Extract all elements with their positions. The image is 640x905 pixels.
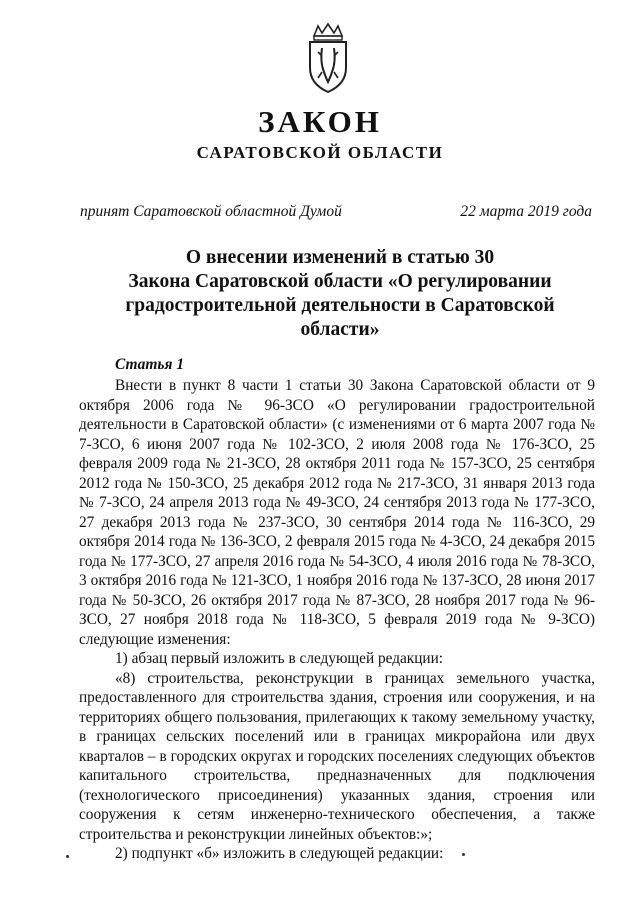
- article-label: Статья 1: [115, 356, 185, 373]
- scan-speck: [462, 853, 465, 856]
- scan-speck: [66, 855, 69, 858]
- region-subtitle: САРАТОВСКОЙ ОБЛАСТИ: [196, 143, 444, 162]
- adopted-by: принят Саратовской областной Думой: [80, 203, 342, 220]
- law-title: ЗАКОН: [258, 104, 382, 139]
- law-heading-line: области»: [300, 319, 380, 340]
- law-heading-line: Закона Саратовской области «О регулировании: [128, 271, 552, 292]
- paragraph: 2) подпункт «б» изложить в следующей редакции:: [115, 845, 444, 862]
- saratov-coat-of-arms-icon: [300, 22, 356, 94]
- paragraph: 1) абзац первый изложить в следующей редакции:: [115, 650, 444, 667]
- law-heading-line: О внесении изменений в статью 30: [185, 247, 495, 268]
- paragraph: «8) строительства, реконструкции в границах земельного участка, предоставленного для строительства здания, строения или сооружения, и на территориях общего пользования, прилегающих к такому земельному участку, в границах сельских поселений или в границах микрорайона или двух кварталов – в городских округах и городских поселениях следующих объектов капитального строительства, предназначенных для подключения (технологического присоединения) указанных здания, строения или сооружения к сетям инженерно-технического обеспечения, а также строительства и реконструкции линейных объектов:»;: [79, 669, 595, 843]
- adoption-date: 22 марта 2019 года: [460, 203, 592, 220]
- article-body: [79, 376, 595, 864]
- law-heading: [100, 246, 580, 342]
- paragraph: Внести в пункт 8 части 1 статьи 30 Закона Саратовской области от 9 октября 2006 года № 96-ЗСО «О регулировании градостроительной деятельности в Саратовской области» (с изменениями от 6 марта 2007 года № 7-ЗСО, 6 июня 2007 года № 102-ЗСО, 2 июля 2008 года № 176-ЗСО, 25 февраля 2009 года № 21-ЗСО, 28 октября 2011 года № 157-ЗСО, 25 сентября 2012 года № 150-ЗСО, 25 декабря 2012 года № 217-ЗСО, 31 января 2013 года № 7-ЗСО, 24 апреля 2013 года № 49-ЗСО, 24 сентября 2013 года № 177-ЗСО, 27 декабря 2013 года № 237-ЗСО, 30 сентября 2014 года № 116-ЗСО, 29 октября 2014 года № 136-ЗСО, 2 февраля 2015 года № 4-ЗСО, 24 декабря 2015 года № 177-ЗСО, 27 апреля 2016 года № 54-ЗСО, 4 июля 2016 года № 78-ЗСО, 3 октября 2016 года № 121-ЗСО, 1 ноября 2016 года № 137-ЗСО, 28 июня 2017 года № 50-ЗСО, 26 октября 2017 года № 87-ЗСО, 28 ноября 2017 года № 96-ЗСО, 27 ноября 2018 года № 118-ЗСО, 5 февраля 2019 года № 9-ЗСО) следующие изменения:: [79, 377, 595, 648]
- law-heading-line: градостроительной деятельности в Саратовской: [125, 295, 555, 316]
